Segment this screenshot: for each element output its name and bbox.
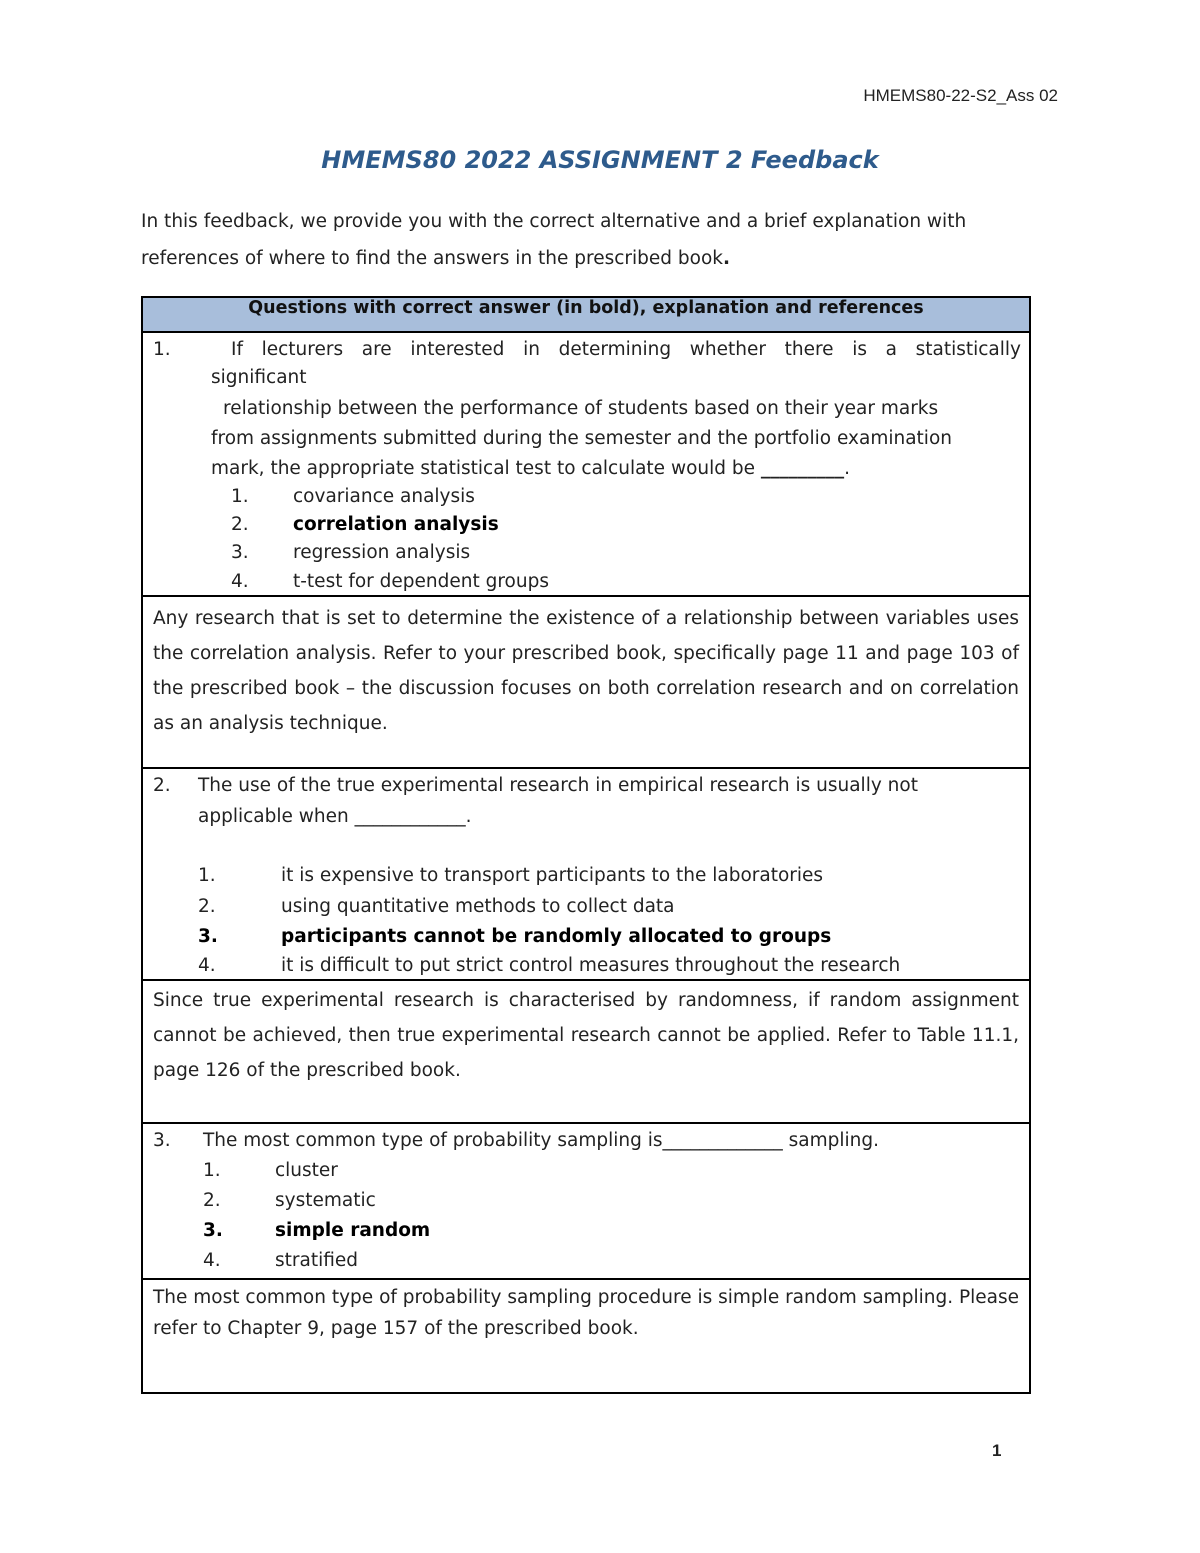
question-1-line-5-text: mark, the appropriate statistical test to calculate would be xyxy=(211,458,756,479)
question-3-option-1: cluster xyxy=(275,1160,338,1181)
question-1-explanation-cell xyxy=(142,596,1030,768)
question-3-option-4-number: 4. xyxy=(203,1250,221,1271)
question-2-option-2: using quantitative methods to collect data xyxy=(281,896,675,917)
question-1-option-2-number: 2. xyxy=(231,514,249,535)
intro-text: In this feedback, we provide you with the correct alternative and a brief explanation with references of where to find the answers in the prescribed book xyxy=(141,211,967,269)
question-1-option-2-correct: correlation analysis xyxy=(293,514,499,535)
question-1-blank: _________ xyxy=(760,458,845,479)
question-1-end: . xyxy=(844,458,851,479)
question-2-line-2: applicable when ____________. xyxy=(198,806,472,827)
question-3-option-2-number: 2. xyxy=(203,1190,221,1211)
question-3-option-3-number: 3. xyxy=(203,1220,223,1241)
question-2-option-2-number: 2. xyxy=(198,896,216,917)
question-3-line-1: The most common type of probability sampling is_____________ sampling. xyxy=(203,1130,880,1151)
question-2-explanation: Since true experimental research is characterised by randomness, if random assignment cannot be achieved, then true experimental research cannot be applied. Refer to Table 11.1, page 126 of the prescribed book. xyxy=(153,990,1019,1081)
question-3-cell xyxy=(142,1123,1030,1279)
question-3-option-4: stratified xyxy=(275,1250,359,1271)
question-1-line-5 xyxy=(211,454,850,484)
question-1-option-4: t-test for dependent groups xyxy=(293,571,549,592)
document-header-code: HMEMS80-22-S2_Ass 02 xyxy=(863,86,1058,105)
question-1-line-3: relationship between the performance of students based on their year marks xyxy=(223,398,939,419)
question-1-line-1: If lecturers are interested in determining whether there is a statistically xyxy=(231,339,1021,360)
question-2-cell xyxy=(142,768,1030,980)
question-2-option-1-number: 1. xyxy=(198,865,216,886)
question-1-option-3-number: 3. xyxy=(231,542,249,563)
question-3-option-1-number: 1. xyxy=(203,1160,221,1181)
intro-paragraph xyxy=(141,203,1061,277)
question-3-option-3-correct: simple random xyxy=(275,1220,431,1241)
question-2-line-1: The use of the true experimental research in empirical research is usually not xyxy=(198,775,918,796)
question-3-explanation-cell xyxy=(142,1279,1030,1393)
question-1-option-1-number: 1. xyxy=(231,486,249,507)
question-1-option-3: regression analysis xyxy=(293,542,471,563)
question-1-cell xyxy=(142,332,1030,596)
question-2-option-1: it is expensive to transport participants to the laboratories xyxy=(281,865,824,886)
question-2-explanation-cell xyxy=(142,980,1030,1123)
question-1-line-4: from assignments submitted during the semester and the portfolio examination xyxy=(211,428,952,449)
question-2-option-3-number: 3. xyxy=(198,926,218,947)
page-number: 1 xyxy=(992,1441,1002,1460)
question-3-explanation: The most common type of probability sampling procedure is simple random sampling. Please refer to Chapter 9, page 157 of the prescribed book. xyxy=(153,1287,1019,1339)
feedback-table xyxy=(141,296,1031,1394)
question-2-option-3-correct: participants cannot be randomly allocated to groups xyxy=(281,926,832,947)
question-1-option-1: covariance analysis xyxy=(293,486,475,507)
question-3-option-2: systematic xyxy=(275,1190,376,1211)
question-1-line-2: significant xyxy=(211,367,307,388)
question-2-option-4: it is difficult to put strict control measures throughout the research xyxy=(281,955,901,976)
question-2-number: 2. xyxy=(153,775,171,796)
question-3-number: 3. xyxy=(153,1130,171,1151)
table-header: Questions with correct answer (in bold), explanation and references xyxy=(142,297,1030,332)
question-1-number: 1. xyxy=(153,339,171,360)
question-1-explanation: Any research that is set to determine the existence of a relationship between variables uses the correlation analysis. Refer to your prescribed book, specifically page 11 and page 103 of the prescribed book – the discussion focuses on both correlation research and on correlation as an analysis technique. xyxy=(153,608,1019,734)
page-title: HMEMS80 2022 ASSIGNMENT 2 Feedback xyxy=(321,146,879,174)
intro-end: . xyxy=(723,248,731,269)
question-1-option-4-number: 4. xyxy=(231,571,249,592)
question-2-option-4-number: 4. xyxy=(198,955,216,976)
